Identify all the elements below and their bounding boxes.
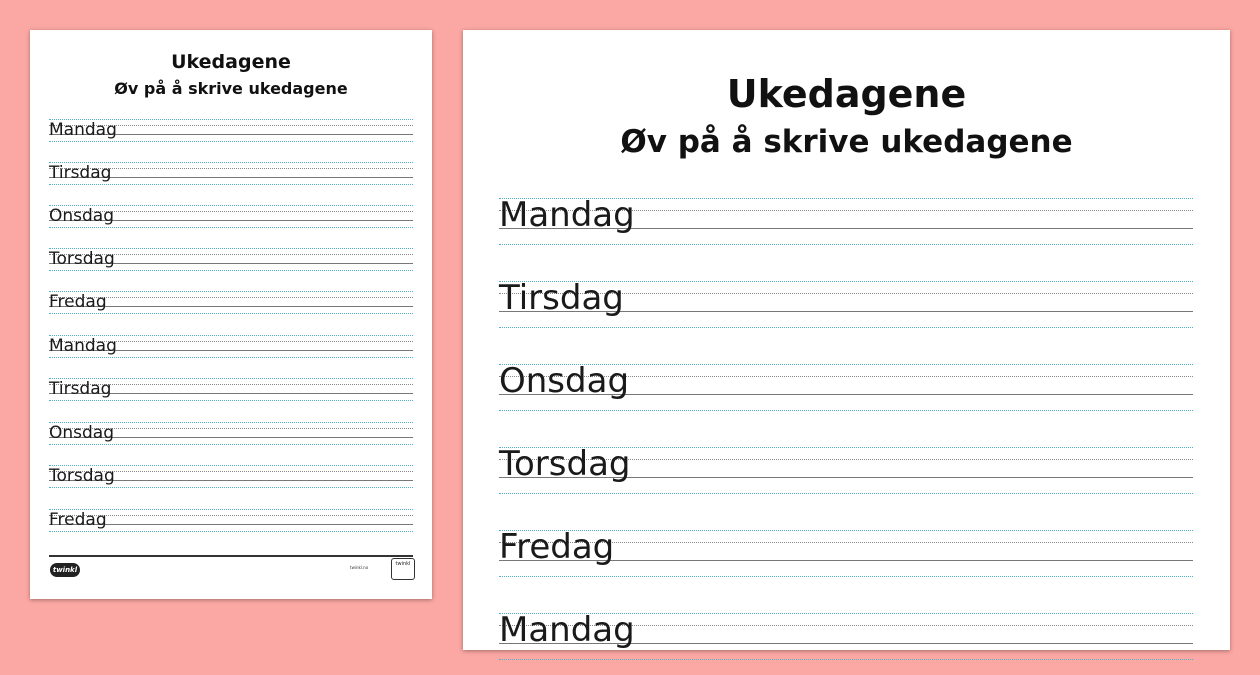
- worksheet-subtitle: Øv på å skrive ukedagene: [114, 79, 348, 98]
- zoom-weekday-word: Torsdag: [499, 444, 631, 484]
- footer-divider: [49, 555, 413, 557]
- zoom-handwriting-row: [499, 527, 1193, 592]
- zoom-weekday-word: Onsdag: [499, 361, 630, 401]
- handwriting-row: [49, 248, 413, 276]
- zoom-handwriting-row: [499, 361, 1193, 426]
- weekday-word: Tirsdag: [49, 379, 112, 399]
- zoom-weekday-word: Fredag: [499, 527, 615, 567]
- handwriting-row: [49, 465, 413, 493]
- handwriting-rows: [30, 30, 432, 599]
- zoom-weekday-word: Mandag: [499, 195, 635, 235]
- weekday-word: Fredag: [49, 510, 107, 530]
- handwriting-row: [49, 162, 413, 190]
- zoom-weekday-word: Mandag: [499, 610, 635, 650]
- weekday-word: Torsdag: [49, 249, 115, 269]
- handwriting-row: [49, 119, 413, 147]
- zoom-weekday-word: Tirsdag: [499, 278, 624, 318]
- handwriting-row: [49, 378, 413, 406]
- handwriting-row: [49, 205, 413, 233]
- weekday-word: Torsdag: [49, 466, 115, 486]
- weekday-word: Onsdag: [49, 206, 115, 226]
- weekday-word: Mandag: [49, 120, 117, 140]
- handwriting-row: [49, 509, 413, 537]
- zoom-subtitle: Øv på å skrive ukedagene: [620, 124, 1073, 160]
- weekday-word: Tirsdag: [49, 163, 112, 183]
- handwriting-row: [49, 291, 413, 319]
- handwriting-row: [49, 335, 413, 363]
- checked-badge-icon: twinkl: [391, 558, 415, 580]
- weekday-word: Fredag: [49, 292, 107, 312]
- zoom-handwriting-row: [499, 444, 1193, 509]
- worksheet-zoom: [463, 30, 1230, 650]
- handwriting-row: [49, 422, 413, 450]
- brand-logo: twinkl: [50, 563, 80, 577]
- weekday-word: Onsdag: [49, 423, 115, 443]
- zoom-handwriting-row: [499, 610, 1193, 675]
- worksheet-thumbnail: [30, 30, 432, 599]
- worksheet-title: Ukedagene: [171, 51, 291, 73]
- zoom-handwriting-rows: [463, 30, 1230, 650]
- footer-url: twinkl.no: [350, 565, 369, 570]
- weekday-word: Mandag: [49, 336, 117, 356]
- zoom-handwriting-row: [499, 195, 1193, 260]
- zoom-title: Ukedagene: [726, 72, 967, 116]
- zoom-handwriting-row: [499, 278, 1193, 343]
